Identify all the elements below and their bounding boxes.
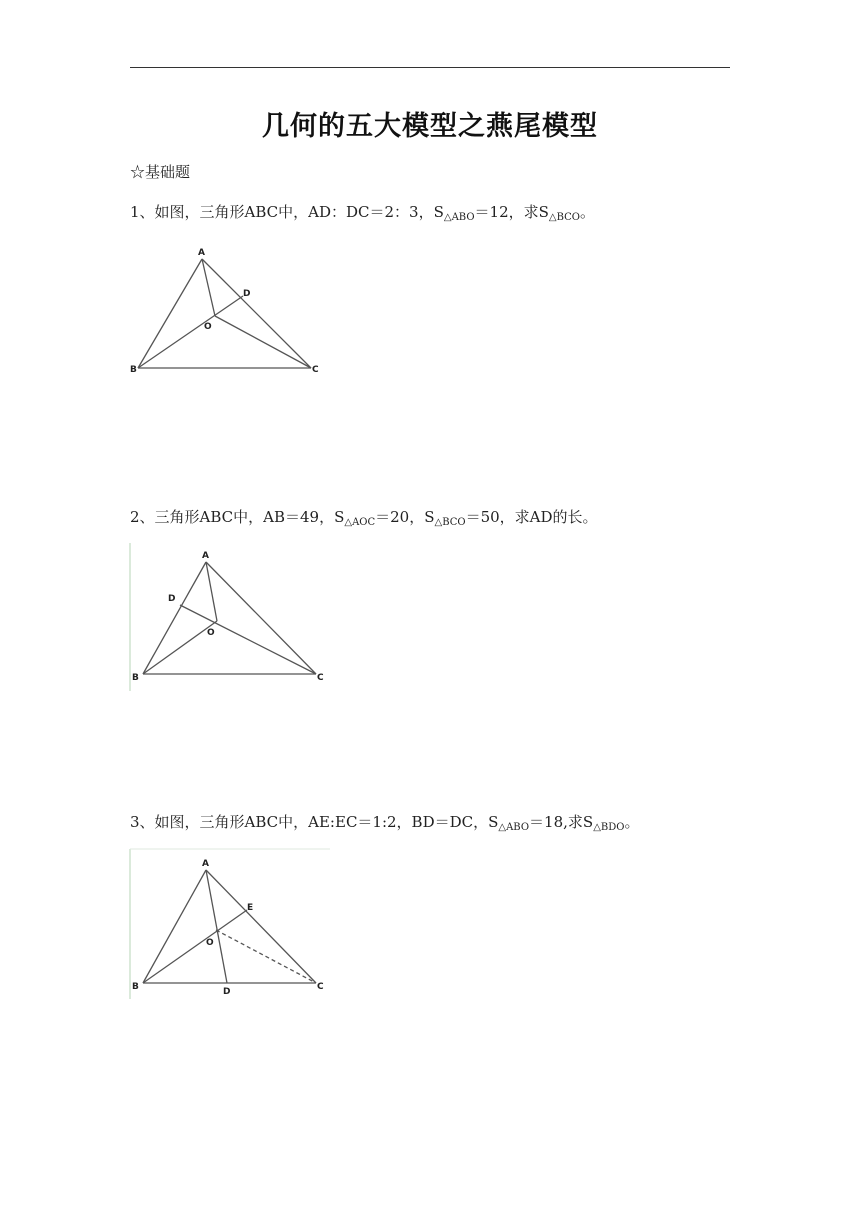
question-3-sub2: △BDO — [593, 822, 625, 833]
fig3-dashed-oc — [216, 930, 316, 983]
fig2-side-ab — [143, 562, 206, 674]
question-3 — [130, 811, 639, 833]
fig3-label-a: A — [202, 859, 209, 869]
question-3-text-end: 。 — [624, 813, 640, 831]
fig2-segment-dc — [180, 605, 316, 674]
fig1-label-a: A — [198, 248, 205, 258]
question-1-text-middle: ＝12，求S — [474, 203, 549, 221]
fig2-side-ac — [206, 562, 316, 674]
fig1-segment-oc — [215, 316, 311, 368]
fig3-label-o: O — [206, 938, 214, 948]
question-1-text: 1、如图，三角形ABC中，AD：DC＝2：3，S — [130, 203, 444, 221]
section-label: ☆基础题 — [130, 163, 191, 181]
fig3-side-ab — [143, 870, 206, 983]
question-1-sub2: △BCO — [548, 212, 580, 223]
question-3-sub1: △ABO — [498, 822, 530, 833]
page-title: 几何的五大模型之燕尾模型 — [262, 111, 598, 142]
question-2-text-middle: ＝20，S — [375, 508, 435, 526]
fig2-label-b: B — [132, 673, 139, 683]
fig1-segment-ao — [202, 259, 215, 316]
question-2-text: 2、三角形ABC中，AB＝49，S — [130, 508, 345, 526]
figure-1 — [126, 242, 336, 382]
question-1-sub1: △ABO — [443, 212, 475, 223]
fig2-label-d: D — [168, 594, 176, 604]
question-2-sub2: △BCO — [434, 517, 466, 528]
fig3-label-e: E — [247, 903, 254, 913]
fig1-segment-bd — [138, 296, 243, 368]
figure-3 — [129, 848, 339, 1000]
fig3-segment-be — [143, 910, 247, 983]
fig2-label-a: A — [202, 551, 209, 561]
fig1-label-c: C — [312, 365, 319, 375]
question-2 — [130, 506, 598, 528]
question-2-text-end: ＝50，求AD的长。 — [465, 508, 598, 526]
fig2-label-c: C — [317, 673, 324, 683]
top-rule — [130, 67, 730, 68]
fig2-segment-bo — [143, 621, 217, 674]
fig2-label-o: O — [207, 628, 215, 638]
question-1-text-end: 。 — [580, 203, 596, 221]
fig1-label-b: B — [130, 365, 137, 375]
fig3-label-d: D — [223, 987, 231, 997]
fig1-label-o: O — [204, 322, 212, 332]
question-2-sub1: △AOC — [344, 517, 376, 528]
figure-2 — [129, 542, 339, 692]
fig1-label-d: D — [243, 289, 251, 299]
fig1-side-ab — [138, 259, 202, 368]
question-1 — [130, 201, 595, 223]
question-3-text: 3、如图，三角形ABC中，AE:EC＝1:2，BD＝DC，S — [130, 813, 499, 831]
fig3-label-b: B — [132, 982, 139, 992]
question-3-text-middle: ＝18,求S — [529, 813, 594, 831]
fig3-label-c: C — [317, 982, 324, 992]
